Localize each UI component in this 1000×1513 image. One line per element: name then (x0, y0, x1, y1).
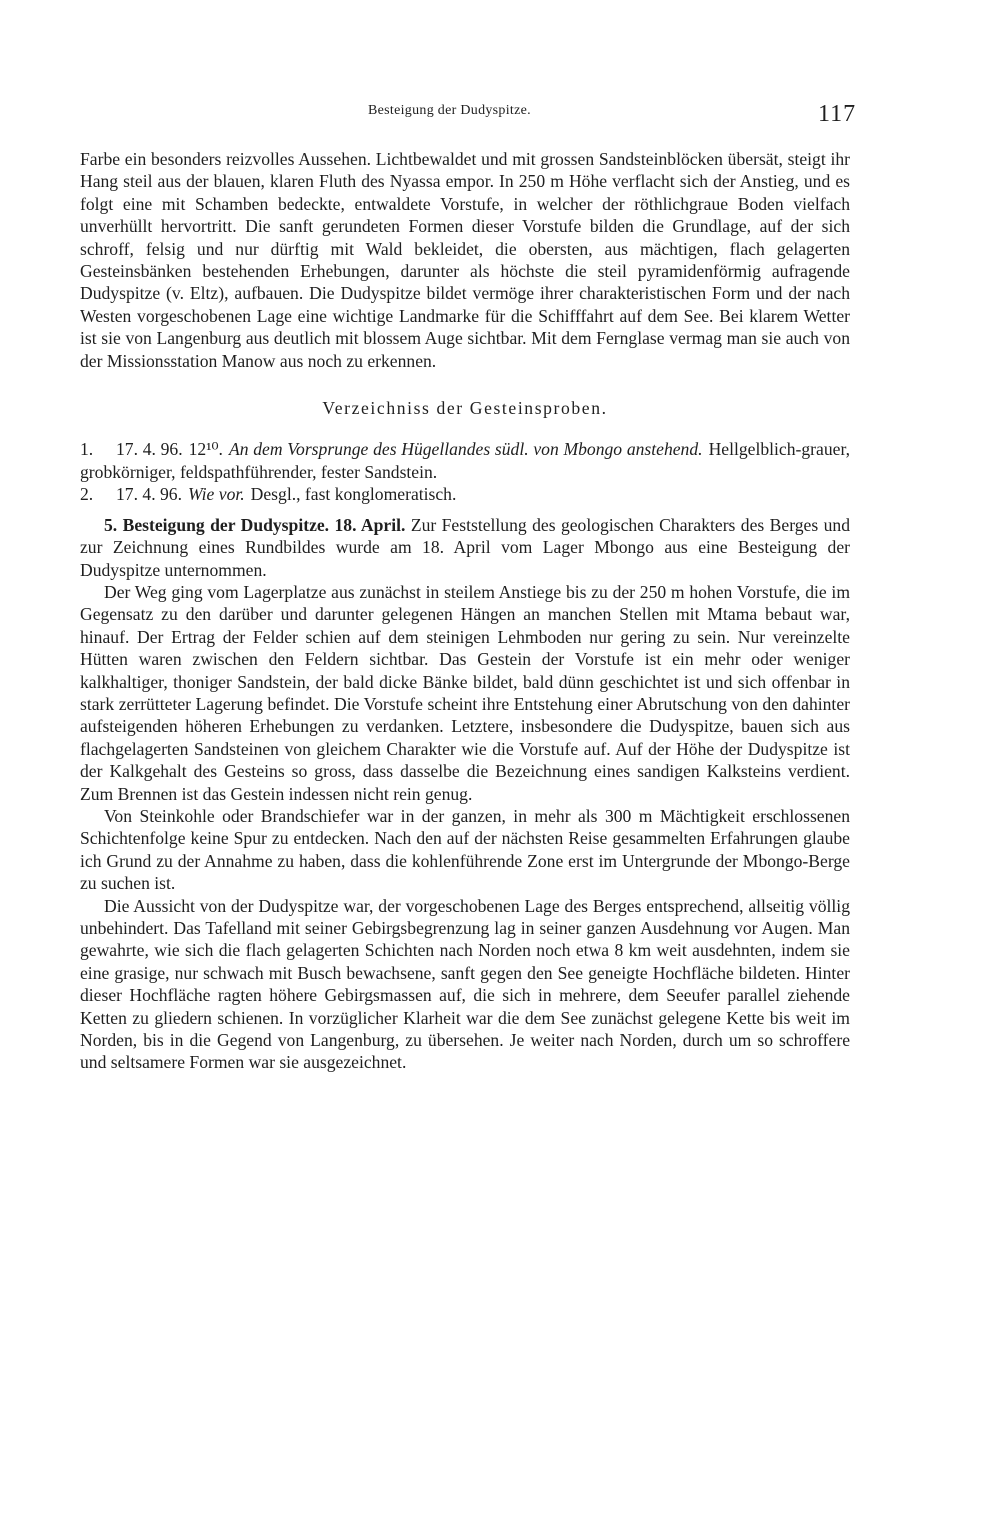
sample-time: 12¹⁰. (188, 439, 223, 460)
page-number: 117 (818, 101, 857, 127)
running-title: Besteigung der Dudyspitze. (368, 103, 531, 118)
paragraph-weg: Der Weg ging vom Lagerplatze aus zunächst in steilem Anstiege bis zu der 250 m hohen Vorstufe, die im Gegensatz zu den darüber und darunter gelegenen Hängen an manchen Stellen mit Mtama bebaut war, hinauf. Der Ertrag der Felder schien auf dem steinigen Lehmboden nur gering zu sein. Nur vereinzelte Hütten waren zwischen den Feldern sichtbar. Das Gestein der Vorstufe ist ein mehr oder weniger kalkhaltiger, thoniger Sandstein, der bald dicke Bänke bildet, bald dünn geschichtet ist und sich offenbar in stark zerrütteter Lagerung befindet. Die Vorstufe scheint ihre Entstehung einer Abrutschung von den dahinter aufsteigenden höheren Erhebungen zu verdanken. Letztere, insbesondere die Dudyspitze, bauen sich aus flachgelagerten Sandsteinen von gleichem Charakter wie die Vorstufe auf. Auf der Höhe der Dudyspitze ist der Kalkgehalt des Gesteins so gross, dass dasselbe die Bezeichnung eines sandigen Kalksteins verdient. Zum Brennen ist das Gestein indessen nicht rein genug. (80, 581, 850, 804)
sample-number: 1. (80, 439, 94, 460)
sample-date: 17. 4. 96. (116, 484, 182, 505)
paragraph-kohle: Von Steinkohle oder Brandschiefer war in der ganzen, in mehr als 300 m Mächtigkeit erschlossenen Schichtenfolge keine Spur zu entdecken. Nach den auf der nächsten Reise gesammelten Erfahrungen glaube ich Grund zu der Annahme zu haben, dass die kohlenführende Zone erst im Untergrunde der Mbongo-Berge zu suchen ist. (80, 805, 850, 894)
section-5-title: 5. Besteigung der Dudyspitze. 18. April. (104, 514, 406, 535)
section-5-paragraph (80, 514, 850, 581)
sample-date: 17. 4. 96. (116, 439, 183, 460)
section-5-text: Zur Feststellung des geologischen Charakters des Berges und zur Zeichnung eines Rundbildes wurde am 18. April vom Lager Mbongo aus eine Besteigung der Dudyspitze unternommen. (80, 514, 850, 580)
sample-item (80, 438, 850, 483)
page-body (80, 148, 850, 1074)
section-heading-verzeichnis: Verzeichniss der Gesteinsproben. (322, 398, 608, 419)
sample-description: Desgl., fast konglomeratisch. (250, 484, 457, 505)
paragraph-aussicht: Die Aussicht von der Dudyspitze war, der vorgeschobenen Lage des Berges entsprechend, allseitig völlig unbehindert. Das Tafelland mit seiner Gebirgsbegrenzung lag in seiner ganzen Ausdehnung vor Augen. Man gewahrte, wie sich die flach gelagerten Schichten nach Norden noch etwa 8 km weit ausdehnten, indem sie eine grasige, nur schwach mit Busch bewachsene, sanft gegen den See geneigte Hochfläche bildeten. Hinter dieser Hochfläche ragten höhere Gebirgsmassen auf, die sich in mehrere, dem Seeufer parallel ziehende Ketten zu gliedern schienen. In vorzüglicher Klarheit war die dem See zunächst gelegene Kette bis weit im Norden, bis in die Gegend von Langenburg, zu übersehen. Je weiter nach Norden, durch um so schroffere und seltsamere Formen war sie ausgezeichnet. (80, 895, 850, 1073)
paragraph-continuation: Farbe ein besonders reizvolles Aussehen. Lichtbewaldet und mit grossen Sandsteinblöcken übersät, steigt ihr Hang steil aus der blauen, klaren Fluth des Nyassa empor. In 250 m Höhe verflacht sich der Anstieg, und es folgt eine mit Schamben bedeckte, entwaldete Vorstufe, in welcher der röthlichgraue Boden vielfach unverhüllt hervortritt. Die sanft gerundeten Formen dieser Vorstufe bilden die Grundlage, auf der sich schroff, felsig und nur dürftig mit Wald bekleidet, die obersten, aus mächtigen, flach gelagerten Gesteinsbänken bestehenden Erhebungen, darunter als höchste die steil pyramidenförmig aufragende Dudyspitze (v. Eltz), aufbauen. Die Dudyspitze bildet vermöge ihrer charakteristischen Form und der nach Westen vorgeschobenen Lage eine wichtige Landmarke für die Schifffahrt auf dem See. Bei klarem Wetter ist sie von Langenburg aus deutlich mit blossem Auge sichtbar. Mit dem Fernglase vermag man sie auch von der Missionsstation Manow aus noch zu erkennen. (80, 149, 850, 371)
sample-location: An dem Vorsprunge des Hügellandes südl. von Mbongo anstehend. (228, 439, 703, 460)
sample-item (80, 483, 850, 505)
sample-list (80, 438, 850, 505)
sample-description: Hellgelblich-grauer, grobkörniger, feldspathführender, fester Sandstein. (80, 439, 851, 482)
sample-location: Wie vor. (187, 484, 245, 505)
sample-number: 2. (80, 484, 94, 505)
running-head (0, 101, 1000, 131)
